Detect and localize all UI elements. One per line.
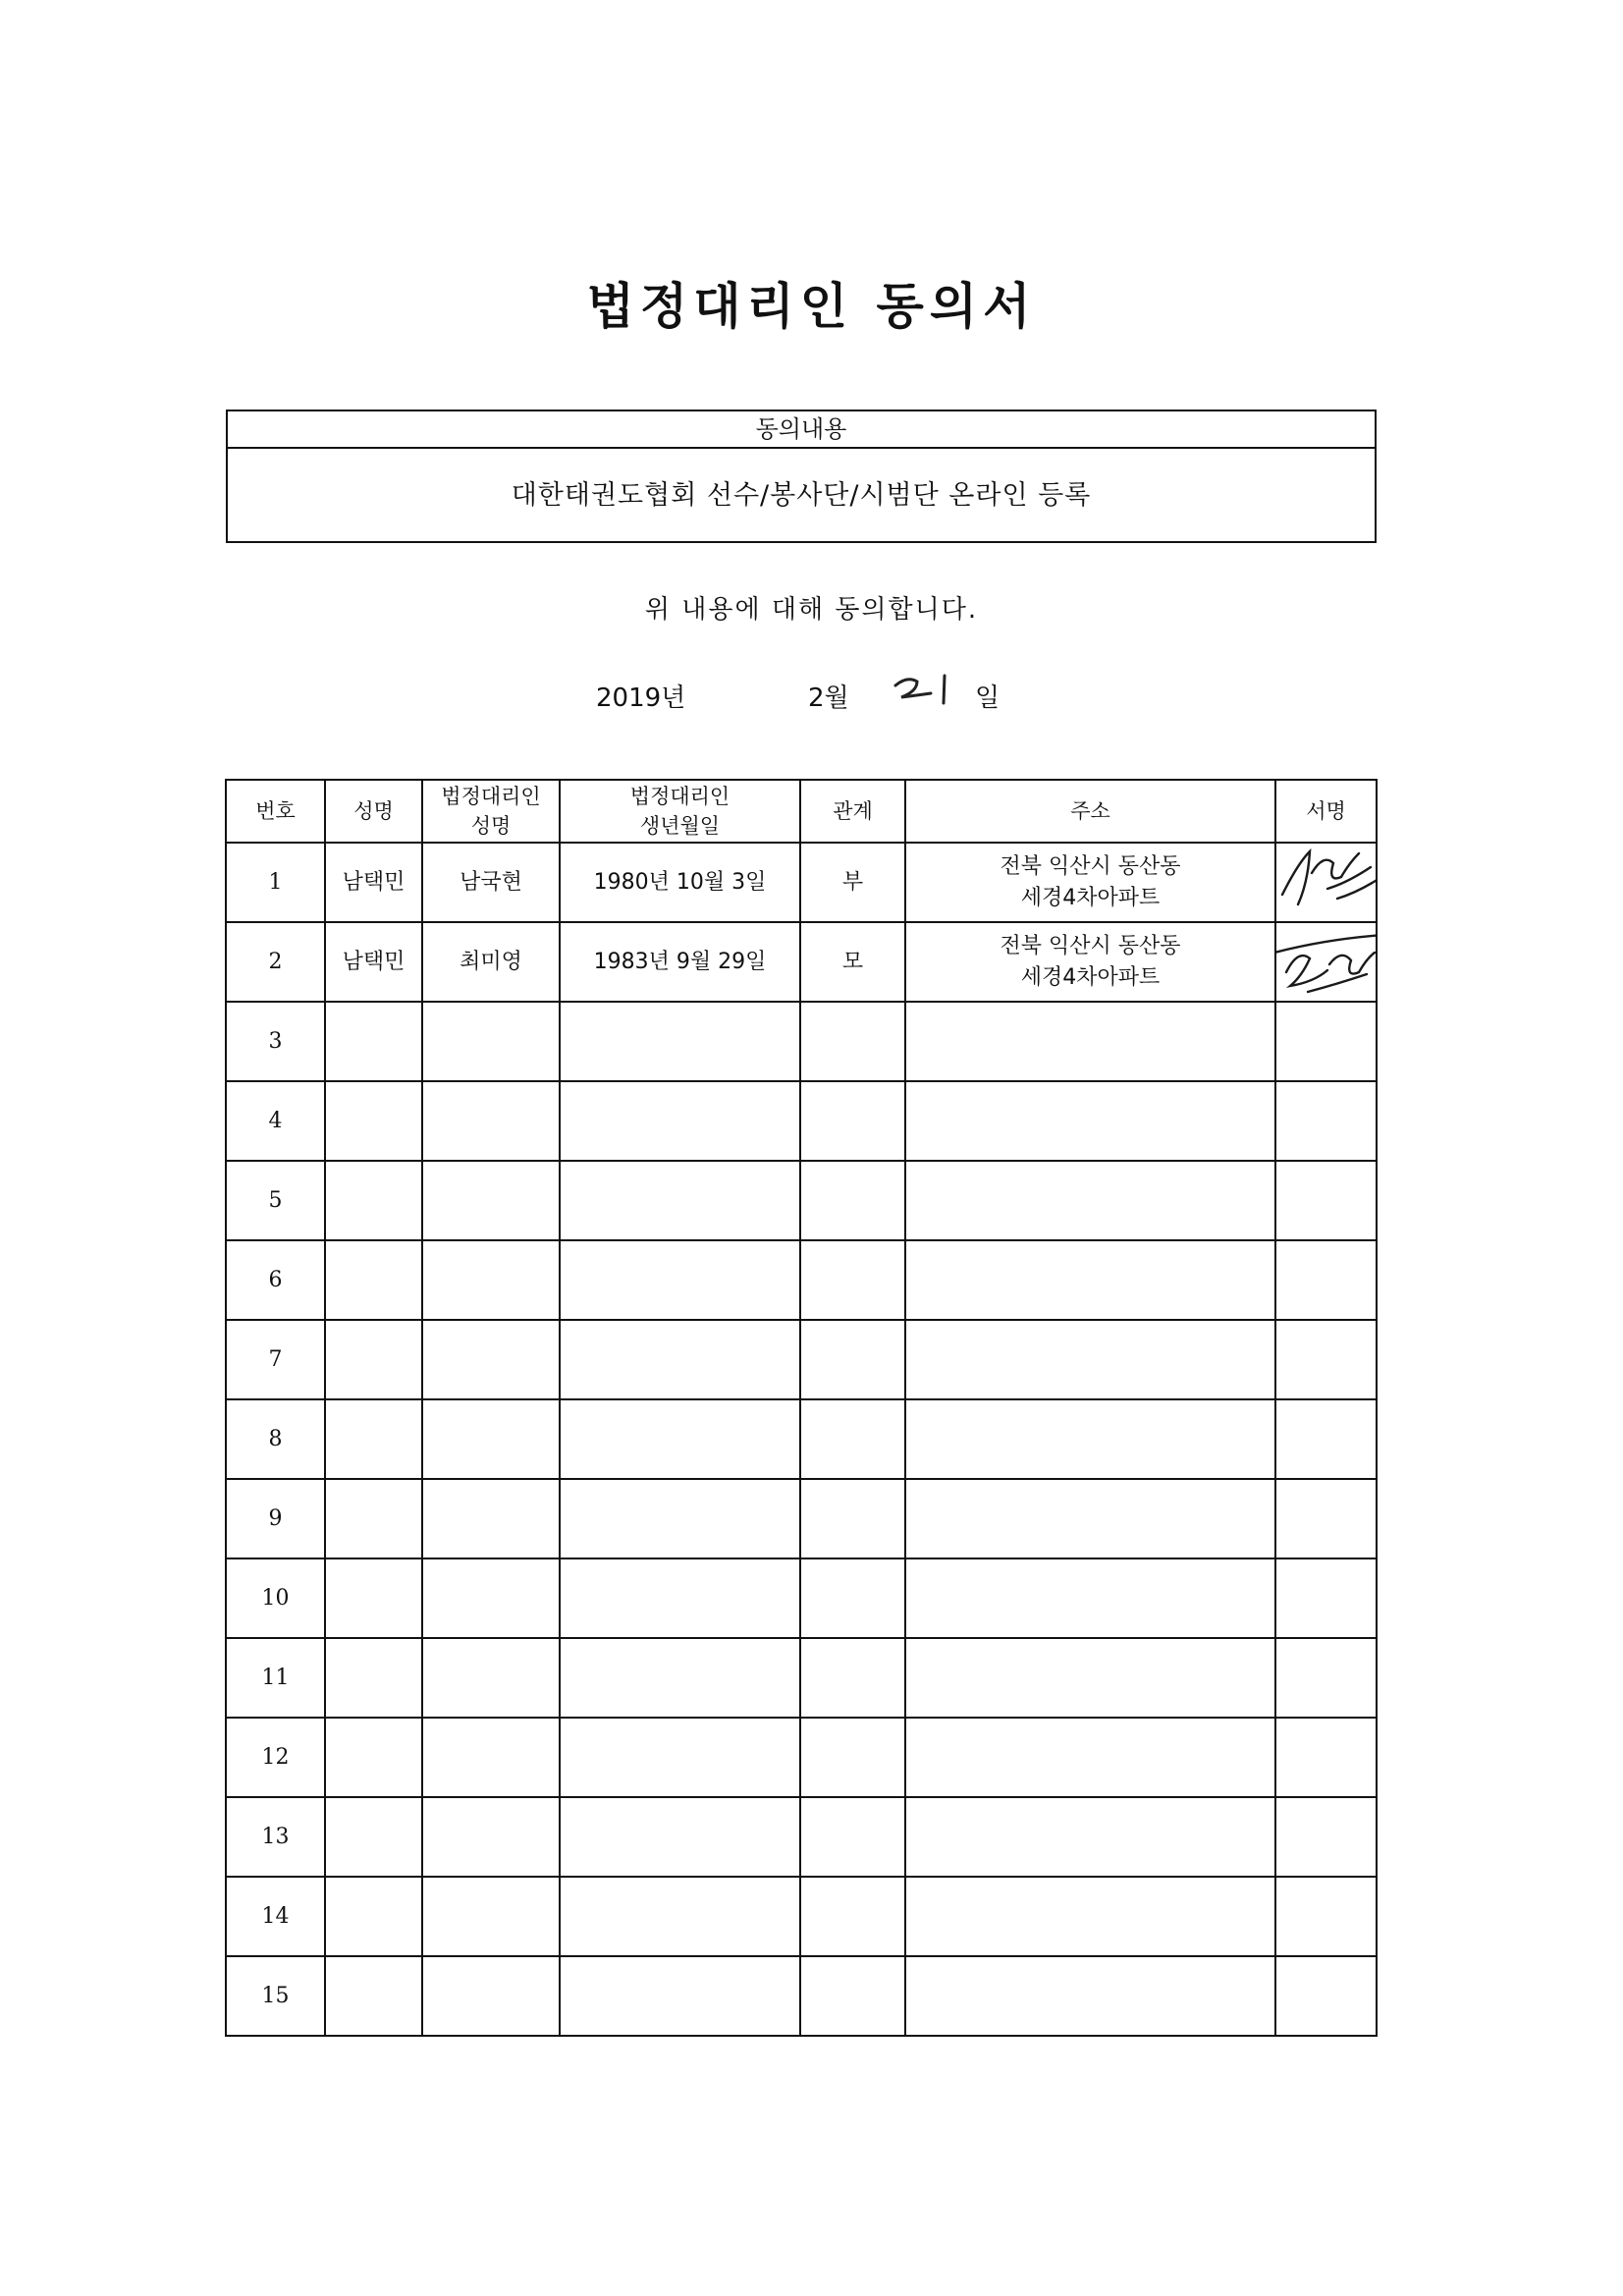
row-relation xyxy=(800,1956,905,2036)
row-signature xyxy=(1275,1797,1377,1877)
row-relation xyxy=(800,1718,905,1797)
handwritten-signature-mark xyxy=(1275,922,1377,1002)
row-rep-name xyxy=(422,1161,560,1240)
row-rep-birth: 1980년 10월 3일 xyxy=(560,843,800,922)
row-signature xyxy=(1275,1081,1377,1161)
row-address xyxy=(905,1240,1275,1320)
date-month: 2월 xyxy=(808,683,849,713)
row-address xyxy=(905,1558,1275,1638)
row-signature xyxy=(1275,1877,1377,1956)
table-row xyxy=(226,1320,1377,1399)
row-rep-name xyxy=(422,1877,560,1956)
row-rep-name xyxy=(422,1002,560,1081)
row-number: 1 xyxy=(226,843,325,922)
row-rep-name: 최미영 xyxy=(422,922,560,1002)
row-rep-birth xyxy=(560,1638,800,1718)
header-relation: 관계 xyxy=(800,780,905,843)
row-address xyxy=(905,1638,1275,1718)
consent-header: 동의내용 xyxy=(228,411,1375,449)
row-name: 남택민 xyxy=(325,922,422,1002)
table-row xyxy=(226,1718,1377,1797)
row-name xyxy=(325,1002,422,1081)
row-number: 2 xyxy=(226,922,325,1002)
row-rep-name xyxy=(422,1240,560,1320)
table-row xyxy=(226,1161,1377,1240)
agreement-statement: 위 내용에 대해 동의합니다. xyxy=(644,595,979,625)
date-day-unit: 일 xyxy=(975,683,1001,713)
table-row xyxy=(226,1081,1377,1161)
header-rep-birth-line1: 법정대리인 xyxy=(629,785,730,808)
row-name xyxy=(325,1161,422,1240)
row-relation xyxy=(800,1081,905,1161)
row-address xyxy=(905,1718,1275,1797)
row-address xyxy=(905,1479,1275,1558)
date-year: 2019년 xyxy=(596,683,686,713)
row-name xyxy=(325,1956,422,2036)
row-number: 7 xyxy=(226,1320,325,1399)
row-number: 5 xyxy=(226,1161,325,1240)
row-rep-birth xyxy=(560,1797,800,1877)
row-relation xyxy=(800,1797,905,1877)
table-row xyxy=(226,1558,1377,1638)
row-address xyxy=(905,1877,1275,1956)
consent-box xyxy=(226,410,1377,543)
row-rep-birth xyxy=(560,1320,800,1399)
row-signature xyxy=(1275,922,1377,1002)
row-rep-name xyxy=(422,1479,560,1558)
header-no: 번호 xyxy=(226,780,325,843)
table-header-row xyxy=(226,780,1377,843)
header-rep-name-line2: 성명 xyxy=(470,814,512,838)
row-rep-name xyxy=(422,1718,560,1797)
row-rep-name xyxy=(422,1956,560,2036)
row-rep-name: 남국현 xyxy=(422,843,560,922)
table-row xyxy=(226,1797,1377,1877)
row-address xyxy=(905,843,1275,922)
row-number: 13 xyxy=(226,1797,325,1877)
row-relation: 부 xyxy=(800,843,905,922)
row-number: 12 xyxy=(226,1718,325,1797)
row-relation xyxy=(800,1638,905,1718)
row-number: 3 xyxy=(226,1002,325,1081)
table-row xyxy=(226,1638,1377,1718)
row-number: 15 xyxy=(226,1956,325,2036)
row-number: 6 xyxy=(226,1240,325,1320)
header-name: 성명 xyxy=(325,780,422,843)
row-name xyxy=(325,1797,422,1877)
row-relation xyxy=(800,1877,905,1956)
row-signature xyxy=(1275,843,1377,922)
row-relation xyxy=(800,1002,905,1081)
table-row xyxy=(226,1956,1377,2036)
table-row xyxy=(226,1240,1377,1320)
row-name xyxy=(325,1479,422,1558)
table-row xyxy=(226,1002,1377,1081)
row-rep-name xyxy=(422,1638,560,1718)
row-signature xyxy=(1275,1558,1377,1638)
row-name xyxy=(325,1558,422,1638)
row-address-line1: 전북 익산시 동산동 xyxy=(1000,853,1181,879)
row-signature xyxy=(1275,1320,1377,1399)
row-rep-name xyxy=(422,1399,560,1479)
row-number: 10 xyxy=(226,1558,325,1638)
header-rep-name xyxy=(422,780,560,843)
row-rep-birth: 1983년 9월 29일 xyxy=(560,922,800,1002)
row-address xyxy=(905,1956,1275,2036)
row-relation xyxy=(800,1161,905,1240)
row-address-line2: 세경4차아파트 xyxy=(1020,885,1161,910)
row-address xyxy=(905,1399,1275,1479)
row-address xyxy=(905,1161,1275,1240)
row-rep-birth xyxy=(560,1479,800,1558)
row-rep-birth xyxy=(560,1002,800,1081)
date-day-handwritten xyxy=(888,668,966,711)
row-rep-birth xyxy=(560,1399,800,1479)
row-address-line1: 전북 익산시 동산동 xyxy=(1000,933,1181,958)
row-signature xyxy=(1275,1956,1377,2036)
row-rep-birth xyxy=(560,1081,800,1161)
row-rep-birth xyxy=(560,1240,800,1320)
handwritten-signature-mark xyxy=(1275,843,1377,922)
row-rep-birth xyxy=(560,1877,800,1956)
row-signature xyxy=(1275,1002,1377,1081)
row-rep-name xyxy=(422,1320,560,1399)
row-rep-birth xyxy=(560,1558,800,1638)
row-number: 9 xyxy=(226,1479,325,1558)
row-name xyxy=(325,1718,422,1797)
row-number: 14 xyxy=(226,1877,325,1956)
row-signature xyxy=(1275,1638,1377,1718)
row-rep-birth xyxy=(560,1161,800,1240)
row-rep-name xyxy=(422,1558,560,1638)
row-name: 남택민 xyxy=(325,843,422,922)
registration-table xyxy=(225,779,1378,2037)
document-title: 법정대리인 동의서 xyxy=(586,277,1037,335)
handwritten-day-mark xyxy=(888,668,966,711)
row-number: 11 xyxy=(226,1638,325,1718)
row-signature xyxy=(1275,1161,1377,1240)
row-address xyxy=(905,1081,1275,1161)
header-rep-birth xyxy=(560,780,800,843)
table-row xyxy=(226,922,1377,1002)
row-address xyxy=(905,1320,1275,1399)
row-address xyxy=(905,1002,1275,1081)
row-signature xyxy=(1275,1718,1377,1797)
row-relation xyxy=(800,1240,905,1320)
row-rep-birth xyxy=(560,1956,800,2036)
row-number: 4 xyxy=(226,1081,325,1161)
row-relation xyxy=(800,1558,905,1638)
table-row xyxy=(226,1399,1377,1479)
row-address xyxy=(905,922,1275,1002)
row-signature xyxy=(1275,1479,1377,1558)
row-relation xyxy=(800,1399,905,1479)
row-name xyxy=(325,1240,422,1320)
row-name xyxy=(325,1399,422,1479)
header-address: 주소 xyxy=(905,780,1275,843)
row-rep-birth xyxy=(560,1718,800,1797)
row-number: 8 xyxy=(226,1399,325,1479)
row-name xyxy=(325,1638,422,1718)
header-signature: 서명 xyxy=(1275,780,1377,843)
row-signature xyxy=(1275,1240,1377,1320)
consent-body: 대한태권도협회 선수/봉사단/시범단 온라인 등록 xyxy=(511,480,1092,511)
row-address-line2: 세경4차아파트 xyxy=(1020,964,1161,990)
row-rep-name xyxy=(422,1797,560,1877)
row-relation xyxy=(800,1479,905,1558)
row-name xyxy=(325,1320,422,1399)
row-address xyxy=(905,1797,1275,1877)
header-rep-name-line1: 법정대리인 xyxy=(441,785,541,808)
table-row xyxy=(226,1479,1377,1558)
row-relation xyxy=(800,1320,905,1399)
table-row xyxy=(226,843,1377,922)
row-rep-name xyxy=(422,1081,560,1161)
header-rep-birth-line2: 생년월일 xyxy=(639,814,721,838)
row-name xyxy=(325,1877,422,1956)
table-row xyxy=(226,1877,1377,1956)
row-name xyxy=(325,1081,422,1161)
row-signature xyxy=(1275,1399,1377,1479)
row-relation: 모 xyxy=(800,922,905,1002)
